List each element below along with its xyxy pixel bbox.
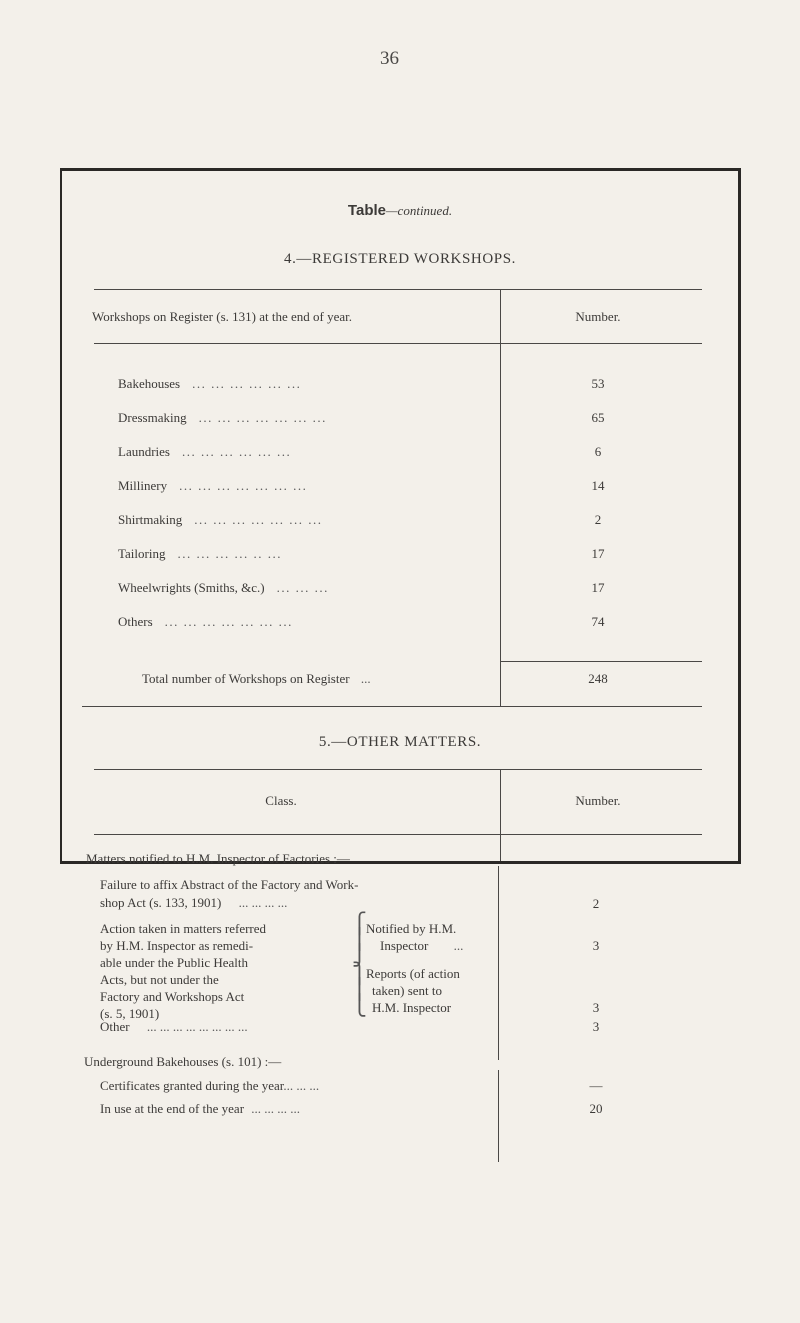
underground-heading: Underground Bakehouses (s. 101) :—	[84, 1054, 282, 1069]
total-leader: ...	[360, 671, 371, 686]
certificates-row	[100, 1078, 319, 1094]
certificates-number: —	[589, 1078, 603, 1093]
table-title-main: Table	[347, 202, 386, 219]
total-label: Total number of Workshops on Register	[142, 671, 350, 686]
action-line: by H.M. Inspector as remedi-	[100, 938, 254, 953]
class-column-header: Class.	[265, 793, 297, 808]
other-matters-heading: 5.—OTHER MATTERS.	[318, 734, 482, 750]
table-title-suffix: —continued.	[386, 203, 453, 218]
workshop-label: Others	[118, 614, 153, 629]
in-use-label: In use at the end of the year	[100, 1101, 245, 1116]
notified-by-line-2: Inspector	[380, 938, 429, 953]
in-use-row	[100, 1101, 300, 1117]
reports-line: taken) sent to	[372, 983, 443, 998]
workshop-leader: ... ... ... ... ... ... ...	[198, 410, 327, 425]
reports-number: 3	[592, 1000, 600, 1015]
workshop-label: Laundries	[118, 444, 170, 459]
workshop-label: Wheelwrights (Smiths, &c.)	[118, 580, 265, 595]
action-line: Factory and Workshops Act	[100, 989, 245, 1004]
other-row	[100, 1019, 248, 1035]
workshop-label: Bakehouses	[118, 376, 181, 391]
workshop-number: 65	[591, 410, 605, 425]
workshop-leader: ... ... ... ... ... ... ...	[194, 512, 323, 527]
workshop-leader: ... ... ... ... ... ... ...	[179, 478, 308, 493]
workshop-label: Millinery	[118, 478, 168, 493]
failure-line-1: Failure to affix Abstract of the Factory and Work-	[100, 877, 359, 892]
brace-icon: ⎧ ⎪ ⎭	[352, 913, 367, 967]
number-column-header: Number.	[575, 793, 621, 808]
notified-by-number: 3	[592, 938, 600, 953]
workshop-label: Shirtmaking	[118, 512, 183, 527]
workshop-leader: ... ... ... ... ... ...	[192, 376, 302, 391]
workshop-number: 17	[591, 580, 605, 595]
other-number: 3	[592, 1019, 600, 1034]
in-use-leader: ... ... ... ...	[251, 1101, 301, 1116]
reports-line: Reports (of action	[366, 966, 460, 981]
matters-notified-heading: Matters notified to H.M. Inspector of Factories :—	[86, 851, 350, 866]
notified-by-line-2-row	[380, 938, 463, 954]
workshop-number: 2	[594, 512, 602, 527]
failure-number: 2	[592, 896, 600, 911]
action-line: able under the Public Health	[100, 955, 249, 970]
other-label: Other	[100, 1019, 130, 1034]
certificates-leader: ... ... ...	[283, 1078, 320, 1093]
workshop-number: 53	[591, 376, 605, 391]
workshop-number: 17	[591, 546, 605, 561]
action-line: Action taken in matters referred	[100, 921, 267, 936]
other-leader: ... ... ... ... ... ... ... ...	[146, 1019, 248, 1034]
in-use-number: 20	[589, 1101, 603, 1116]
workshop-leader: ... ... ... ... ... ...	[181, 444, 292, 459]
workshop-leader: ... ... ... ... ... ... ...	[164, 614, 293, 629]
total-number: 248	[588, 671, 608, 686]
action-line: (s. 5, 1901)	[100, 1006, 160, 1021]
action-line: Acts, but not under the	[100, 972, 219, 987]
workshop-leader: ... ... ... ... .. ...	[177, 546, 282, 561]
workshop-number: 14	[591, 478, 605, 493]
failure-line-2: shop Act (s. 133, 1901)	[100, 895, 222, 910]
notified-by-leader: ...	[453, 938, 464, 953]
reports-line: H.M. Inspector	[372, 1000, 452, 1015]
workshop-number: 6	[594, 444, 602, 459]
workshop-number: 74	[591, 614, 605, 629]
workshops-column-header: Workshops on Register (s. 131) at the end of year.	[92, 309, 352, 324]
failure-leader: ... ... ... ...	[238, 895, 288, 910]
notified-by-line-1: Notified by H.M.	[366, 921, 457, 936]
workshop-label: Tailoring	[118, 546, 166, 561]
brace-icon: ⎫ ⎪ ⎩	[352, 963, 367, 1017]
workshop-leader: ... ... ...	[276, 580, 329, 595]
workshop-label: Dressmaking	[118, 410, 187, 425]
number-column-header: Number.	[575, 309, 621, 324]
certificates-label: Certificates granted during the year	[100, 1078, 284, 1093]
failure-line-2-row	[100, 895, 287, 911]
registered-workshops-heading: 4.—REGISTERED WORKSHOPS.	[283, 251, 517, 267]
page-number: 36	[380, 48, 399, 69]
